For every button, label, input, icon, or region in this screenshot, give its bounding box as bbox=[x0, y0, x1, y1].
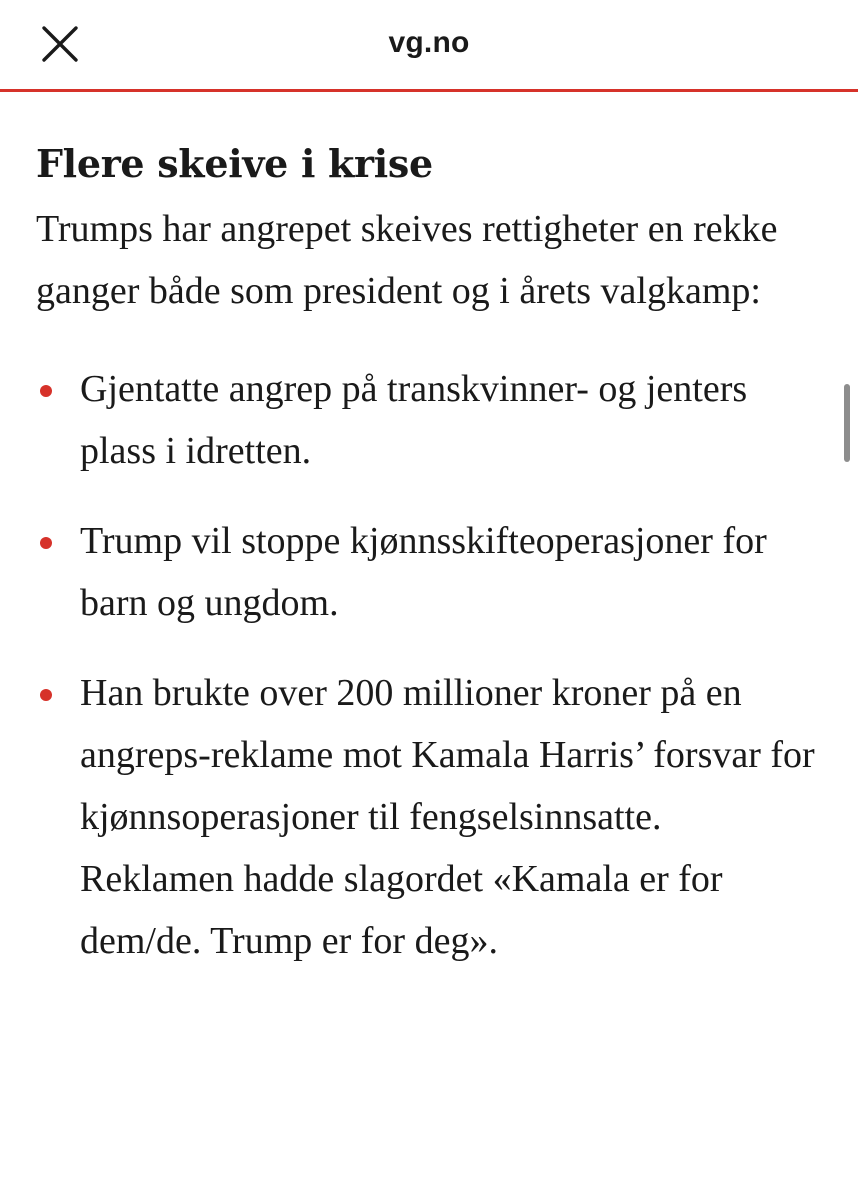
bullet-item bbox=[36, 510, 822, 634]
article-headline: Flere skeive i krise bbox=[36, 141, 433, 186]
bullet-dot-icon bbox=[40, 537, 52, 549]
bullet-dot-icon bbox=[40, 689, 52, 701]
site-name[interactable]: vg.no bbox=[388, 26, 470, 59]
bullet-dot-icon bbox=[40, 385, 52, 397]
bullet-list bbox=[36, 358, 822, 972]
bullet-item bbox=[36, 662, 822, 972]
bullet-text: Trump vil stoppe kjønnsskifteoperasjoner for barn og ungdom. bbox=[80, 520, 767, 624]
article-body bbox=[36, 136, 822, 1000]
top-bar bbox=[0, 0, 858, 92]
article-intro: Trumps har angrepet skeives rettigheter en rekke ganger både som president og i årets valgkamp: bbox=[36, 208, 778, 312]
scrollbar-thumb[interactable] bbox=[844, 384, 850, 462]
bullet-text: Gjentatte angrep på transkvinner- og jenters plass i idretten. bbox=[80, 368, 748, 472]
bullet-text: Han brukte over 200 millioner kroner på en angreps-reklame mot Kamala Harris’ forsvar for kjønnsoperasjoner til fengselsinnsatte. Reklamen hadde slagordet «Kamala er for dem/de. Trump er for deg». bbox=[80, 672, 815, 962]
bullet-item bbox=[36, 358, 822, 482]
